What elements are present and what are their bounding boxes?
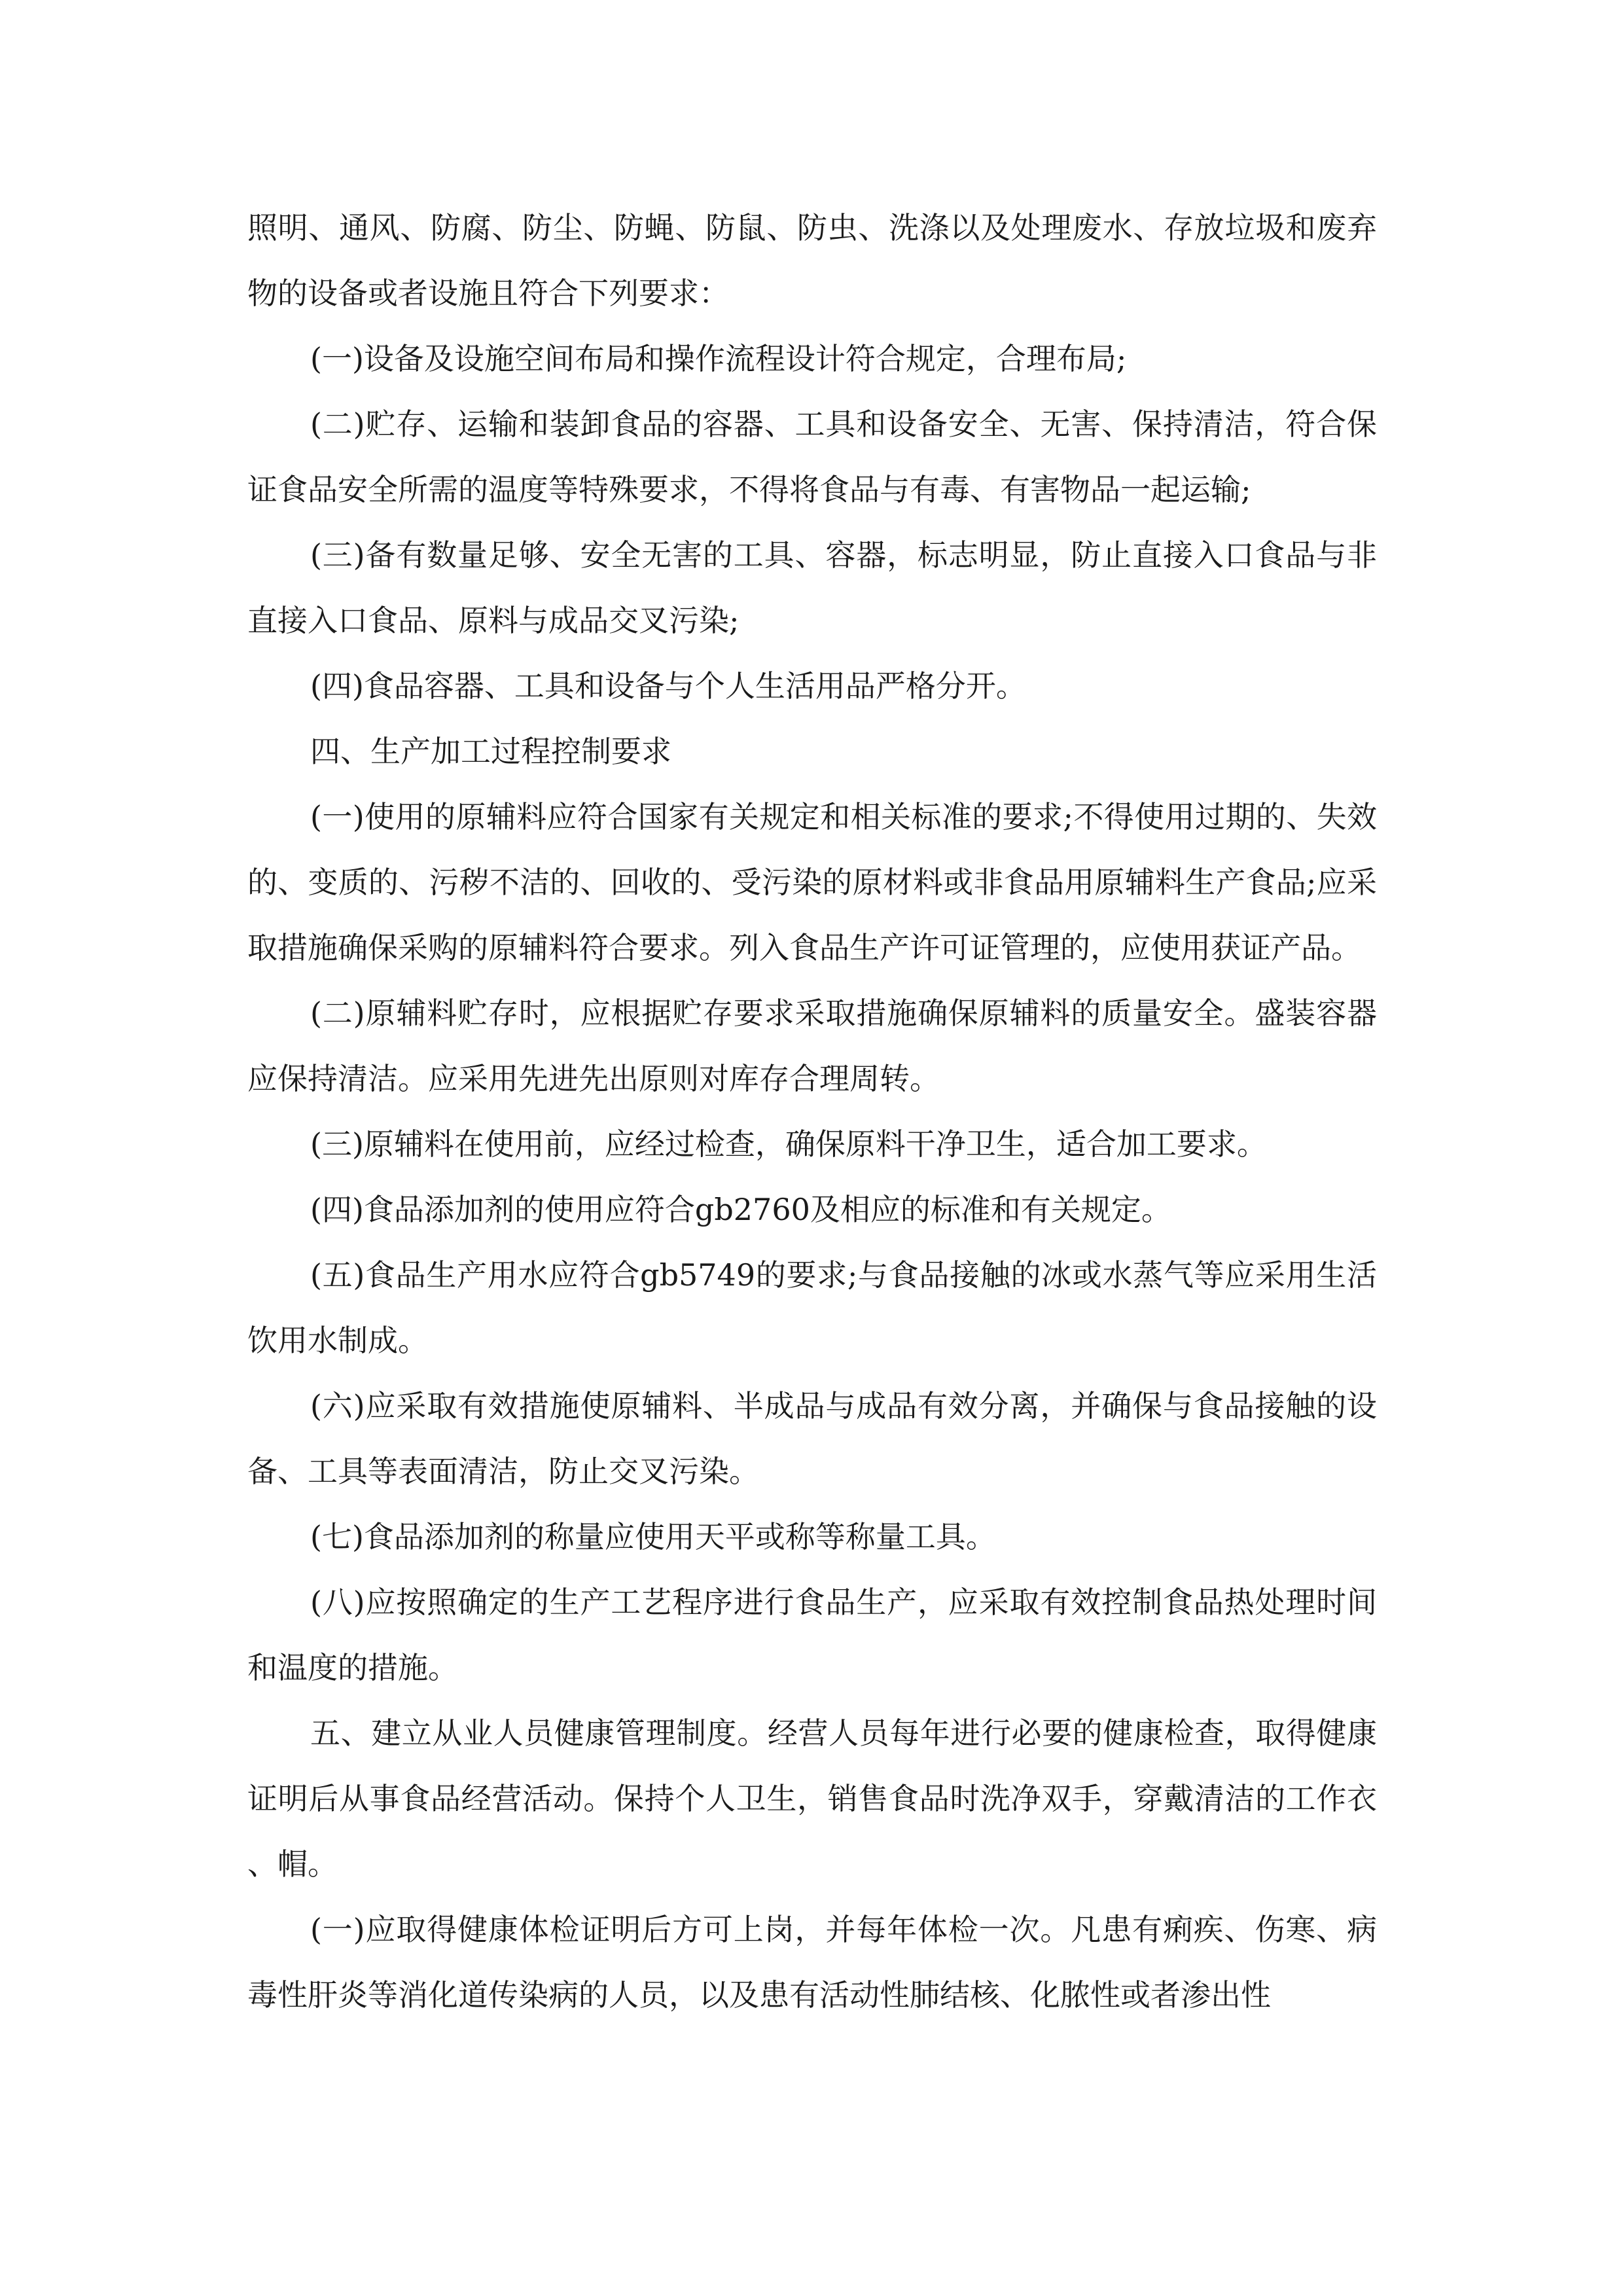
- paragraph-raw-material-inspection: (三)原辅料在使用前，应经过检查，确保原料干净卫生，适合加工要求。: [310, 1126, 1267, 1162]
- section-heading-5: 五、建立从业人员健康管理制度。经营人员每年进行必要的健康检查，取得健康证明后从事食品经营活动。保持个人卫生，销售食品时洗净双手，穿戴清洁的工作衣、帽。: [247, 1715, 1377, 1882]
- paragraph-item-2-storage-transport: (二)贮存、运输和装卸食品的容器、工具和设备安全、无害、保持清洁，符合保证食品安全所需的温度等特殊要求，不得将食品与有毒、有害物品一起运输;: [247, 406, 1377, 507]
- section-heading-4: 四、生产加工过程控制要求: [310, 734, 671, 769]
- paragraph-intro-continued: 照明、通风、防腐、防尘、防蝇、防鼠、防虫、洗涤以及处理废水、存放垃圾和废弃物的设备或者设施且符合下列要求：: [247, 210, 1377, 311]
- paragraph-additives-standard: (四)食品添加剂的使用应符合gb2760及相应的标准和有关规定。: [310, 1192, 1171, 1227]
- paragraph-raw-materials: (一)使用的原辅料应符合国家有关规定和相关标准的要求;不得使用过期的、失效的、变质的、污秽不洁的、回收的、受污染的原材料或非食品用原辅料生产食品;应采取措施确保采购的原辅料符合要求。列入食品生产许可证管理的，应使用获证产品。: [247, 799, 1377, 965]
- paragraph-production-water: (五)食品生产用水应符合gb5749的要求;与食品接触的冰或水蒸气等应采用生活饮用水制成。: [247, 1257, 1377, 1358]
- paragraph-separation-measures: (六)应采取有效措施使原辅料、半成品与成品有效分离，并确保与食品接触的设备、工具等表面清洁，防止交叉污染。: [247, 1388, 1377, 1489]
- paragraph-item-1-layout: (一)设备及设施空间布局和操作流程设计符合规定，合理布局;: [310, 341, 1127, 376]
- paragraph-item-4-separation: (四)食品容器、工具和设备与个人生活用品严格分开。: [310, 668, 1026, 704]
- paragraph-health-certificate: (一)应取得健康体检证明后方可上岗，并每年体检一次。凡患有痢疾、伤寒、病毒性肝炎等消化道传染病的人员，以及患有活动性肺结核、化脓性或者渗出性: [247, 1912, 1377, 2013]
- paragraph-item-3-tools-containers: (三)备有数量足够、安全无害的工具、容器，标志明显，防止直接入口食品与非直接入口食品、原料与成品交叉污染;: [247, 537, 1377, 638]
- paragraph-additive-weighing: (七)食品添加剂的称量应使用天平或称等称量工具。: [310, 1519, 996, 1554]
- paragraph-raw-material-storage: (二)原辅料贮存时，应根据贮存要求采取措施确保原辅料的质量安全。盛装容器应保持清洁。应采用先进先出原则对库存合理周转。: [247, 996, 1377, 1096]
- paragraph-process-control: (八)应按照确定的生产工艺程序进行食品生产，应采取有效控制食品热处理时间和温度的措施。: [247, 1585, 1377, 1685]
- document-body: [247, 195, 1377, 2028]
